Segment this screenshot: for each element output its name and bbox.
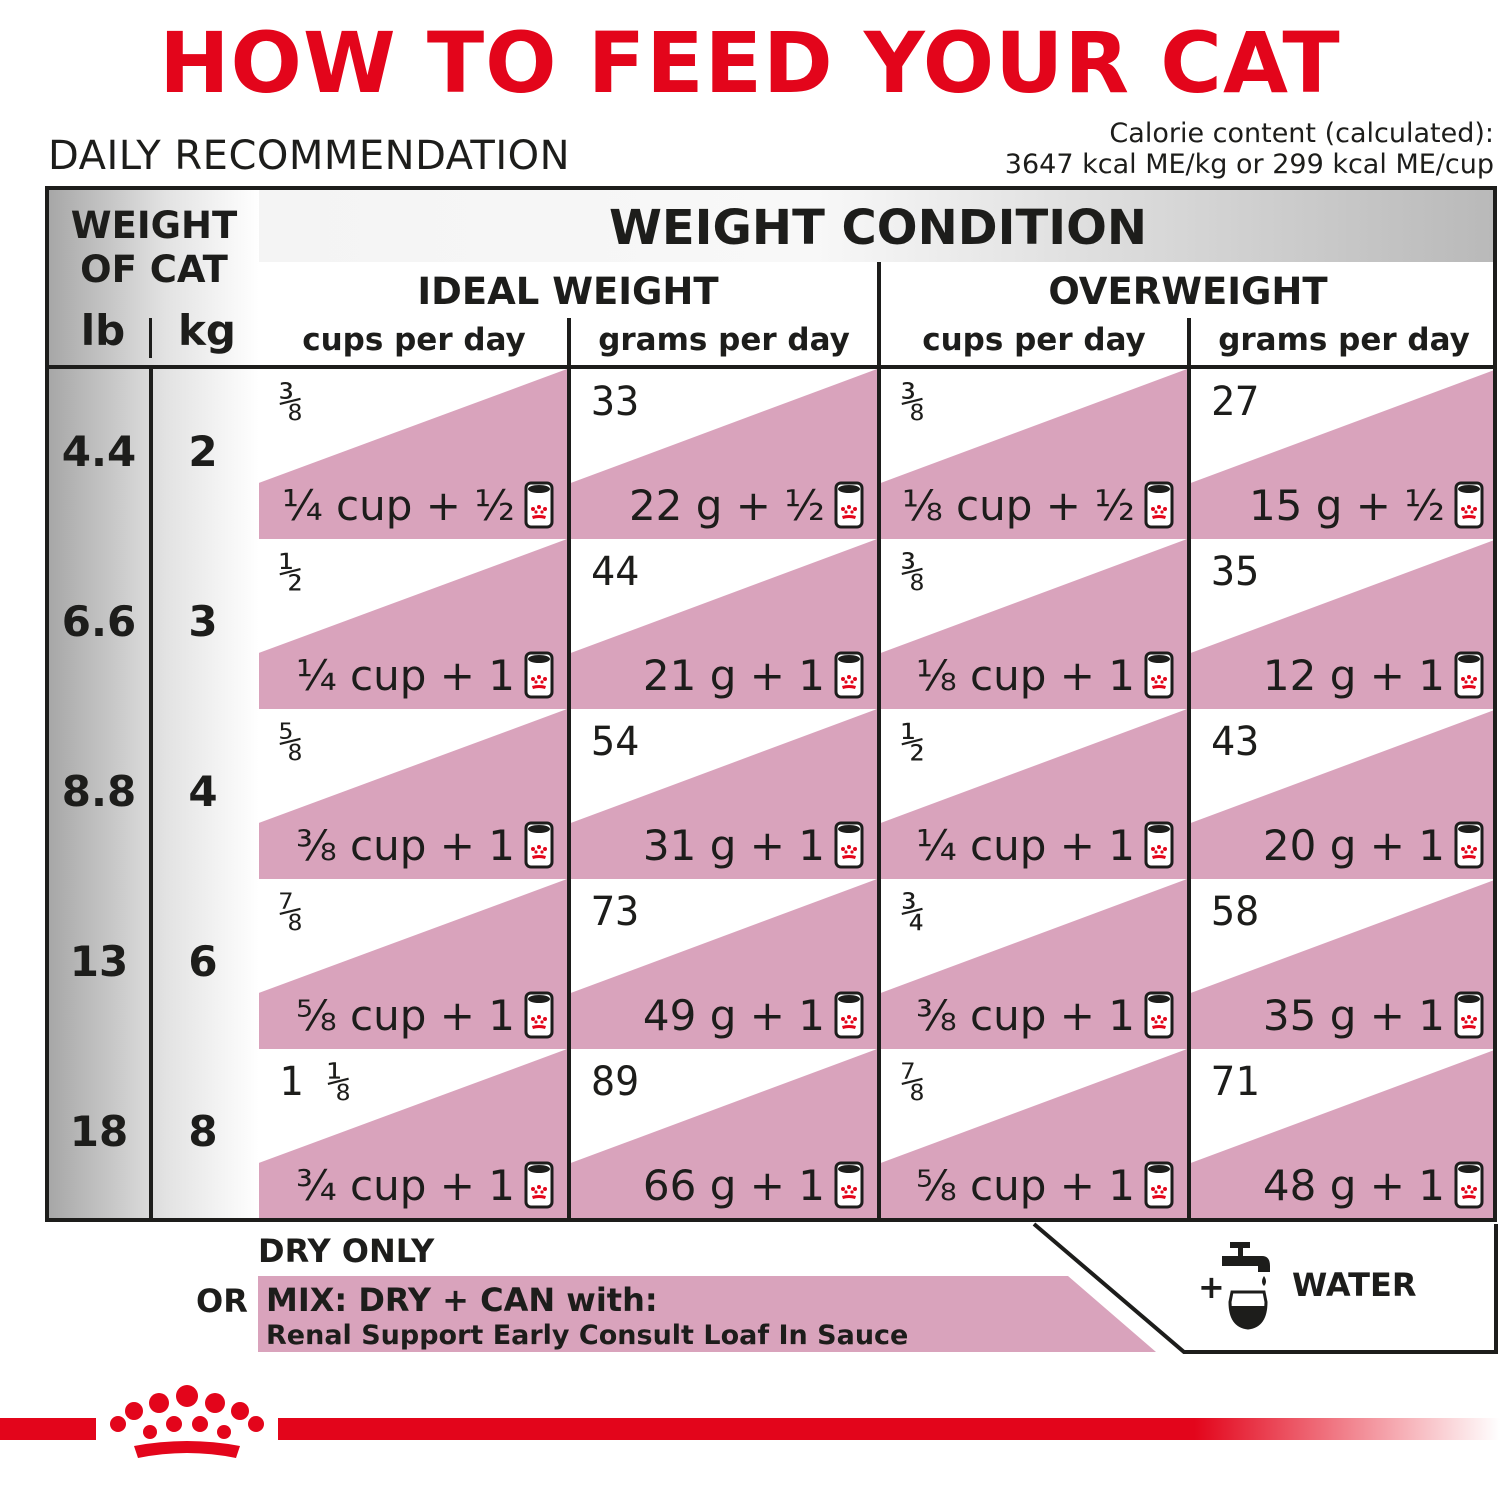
dry-only-amount: ½ [279, 549, 304, 595]
can-icon [1453, 989, 1485, 1041]
mix-amount [296, 1159, 555, 1211]
table-cell-over-cups [881, 369, 1187, 539]
weight-of-cat-header [49, 204, 259, 292]
calorie-line-1: Calorie content (calculated): [1109, 118, 1494, 149]
mix-amount [643, 1159, 865, 1211]
can-icon [523, 1159, 555, 1211]
table-cell-over-grams [1191, 1049, 1497, 1219]
table-cell-ideal-grams [571, 369, 877, 539]
mix-amount [916, 649, 1175, 701]
water-label: WATER [1292, 1266, 1417, 1304]
mix-amount-text: 49 g + 1 [642, 990, 825, 1040]
can-icon [1453, 649, 1485, 701]
can-icon [1143, 479, 1175, 531]
can-icon [1143, 649, 1175, 701]
mix-amount-text: 22 g + ½ [628, 480, 825, 530]
mix-amount [1263, 989, 1485, 1041]
dry-only-amount: 1 ⅛ [279, 1059, 352, 1105]
mix-amount-text: ¼ cup + 1 [295, 650, 515, 700]
mix-amount [1263, 1159, 1485, 1211]
table-cell-over-cups [881, 539, 1187, 709]
product-name: Renal Support Early Consult Loaf In Sauce [266, 1320, 909, 1351]
mix-amount-text: ⅜ cup + 1 [915, 990, 1135, 1040]
can-icon [833, 479, 865, 531]
weight-lb-value: 13 [69, 937, 129, 986]
table-cell-over-cups [881, 709, 1187, 879]
can-icon [523, 479, 555, 531]
dry-only-amount: 89 [591, 1059, 640, 1105]
table-cell-ideal-grams [571, 539, 877, 709]
mix-amount [1263, 649, 1485, 701]
mix-amount [643, 649, 865, 701]
mix-amount [296, 649, 555, 701]
weight-lb-value: 4.4 [61, 427, 137, 476]
mix-amount-text: ⅛ cup + ½ [901, 480, 1135, 530]
weight-condition-header: WEIGHT CONDITION [608, 200, 1148, 256]
dry-only-amount: ⅜ [901, 379, 926, 425]
page-title: HOW TO FEED YOUR CAT [159, 14, 1341, 112]
mix-amount-text: 48 g + 1 [1262, 1160, 1445, 1210]
water-faucet-icon [1218, 1240, 1278, 1334]
calorie-content [1005, 118, 1494, 180]
mix-amount [643, 989, 865, 1041]
dry-only-amount: 43 [1211, 719, 1260, 765]
table-cell-over-grams [1191, 369, 1497, 539]
can-icon [833, 989, 865, 1041]
can-icon [1453, 1159, 1485, 1211]
mix-amount [629, 479, 865, 531]
dry-only-amount: 54 [591, 719, 640, 765]
mix-amount-text: ¼ cup + 1 [915, 820, 1135, 870]
can-icon [1453, 479, 1485, 531]
brand-bar-right [278, 1418, 1500, 1440]
mix-amount-text: ¼ cup + ½ [281, 480, 515, 530]
mix-amount-text: 12 g + 1 [1262, 650, 1445, 700]
can-icon [833, 1159, 865, 1211]
royal-canin-crown-logo [104, 1384, 270, 1470]
weight-kg-value: 2 [188, 427, 218, 476]
weight-kg-value: 8 [188, 1107, 218, 1156]
table-cell-ideal-cups [259, 539, 567, 709]
mix-amount-text: 66 g + 1 [642, 1160, 825, 1210]
over-grams-header: grams per day [1218, 322, 1470, 358]
dry-only-amount: 71 [1211, 1059, 1260, 1105]
table-cell-ideal-cups [259, 1049, 567, 1219]
can-icon [523, 819, 555, 871]
ideal-weight-header: IDEAL WEIGHT [417, 270, 719, 313]
ideal-grams-header: grams per day [598, 322, 850, 358]
can-icon [833, 649, 865, 701]
table-cell-ideal-grams [571, 879, 877, 1049]
brand-bar-left [0, 1418, 96, 1440]
mix-amount [296, 819, 555, 871]
dry-only-amount: ⅞ [279, 889, 304, 935]
mix-amount-text: 35 g + 1 [1262, 990, 1445, 1040]
dry-only-amount: 44 [591, 549, 640, 595]
mix-amount [1249, 479, 1485, 531]
can-icon [1453, 819, 1485, 871]
weight-lb-value: 6.6 [61, 597, 137, 646]
mix-amount [916, 1159, 1175, 1211]
mix-amount-text: ⅝ cup + 1 [295, 990, 515, 1040]
weight-kg-value: 6 [188, 937, 218, 986]
can-icon [523, 649, 555, 701]
table-cell-over-grams [1191, 709, 1497, 879]
mix-amount-text: 15 g + ½ [1248, 480, 1445, 530]
feeding-table [45, 186, 1497, 1222]
weight-kg-value: 3 [188, 597, 218, 646]
can-icon [1143, 989, 1175, 1041]
calorie-line-2: 3647 kcal ME/kg or 299 kcal ME/cup [1004, 149, 1494, 180]
mix-amount-text: ¾ cup + 1 [295, 1160, 515, 1210]
mix-amount [643, 819, 865, 871]
dry-only-amount: 33 [591, 379, 640, 425]
daily-recommendation-label: DAILY RECOMMENDATION [48, 133, 571, 179]
dry-only-label: DRY ONLY [258, 1232, 435, 1270]
or-label: OR [196, 1282, 248, 1320]
dry-only-amount: ¾ [901, 889, 926, 935]
can-icon [833, 819, 865, 871]
mix-amount-text: ⅛ cup + 1 [915, 650, 1135, 700]
table-cell-over-cups [881, 1049, 1187, 1219]
lb-kg-divider-small [149, 318, 152, 358]
dry-only-amount: ⅜ [901, 549, 926, 595]
can-icon [523, 989, 555, 1041]
mix-amount [282, 479, 555, 531]
weight-lb-value: 18 [69, 1107, 129, 1156]
mix-amount [916, 819, 1175, 871]
overweight-header: OVERWEIGHT [1048, 270, 1328, 313]
mix-amount-text: 20 g + 1 [1262, 820, 1445, 870]
weight-of-cat-line-2: OF CAT [80, 248, 228, 291]
table-cell-over-grams [1191, 539, 1497, 709]
table-cell-ideal-cups [259, 369, 567, 539]
can-icon [1143, 1159, 1175, 1211]
dry-only-amount: 58 [1211, 889, 1260, 935]
kg-header: kg [178, 306, 236, 355]
plus-label: + [1198, 1268, 1225, 1306]
weight-of-cat-line-1: WEIGHT [70, 204, 238, 247]
table-cell-ideal-cups [259, 709, 567, 879]
dry-only-amount: ½ [901, 719, 926, 765]
mix-amount [296, 989, 555, 1041]
table-cell-ideal-grams [571, 709, 877, 879]
dry-only-amount: ⅜ [279, 379, 304, 425]
dry-only-amount: ⅞ [901, 1059, 926, 1105]
mix-amount [916, 989, 1175, 1041]
table-cell-ideal-grams [571, 1049, 877, 1219]
mix-amount-text: ⅝ cup + 1 [915, 1160, 1135, 1210]
lb-header: lb [80, 306, 126, 355]
weight-kg-value: 4 [188, 767, 218, 816]
mix-amount-text: 21 g + 1 [642, 650, 825, 700]
table-cell-over-grams [1191, 879, 1497, 1049]
weight-lb-value: 8.8 [61, 767, 137, 816]
dry-only-amount: 27 [1211, 379, 1260, 425]
over-cups-header: cups per day [922, 322, 1146, 358]
mix-amount [1263, 819, 1485, 871]
ideal-cups-header: cups per day [302, 322, 526, 358]
mix-label: MIX: DRY + CAN with: [266, 1281, 658, 1319]
mix-amount [902, 479, 1175, 531]
table-cell-over-cups [881, 879, 1187, 1049]
dry-only-amount: 73 [591, 889, 640, 935]
can-icon [1143, 819, 1175, 871]
dry-only-amount: ⅝ [279, 719, 304, 765]
mix-amount-text: 31 g + 1 [642, 820, 825, 870]
mix-amount-text: ⅜ cup + 1 [295, 820, 515, 870]
dry-only-amount: 35 [1211, 549, 1260, 595]
table-cell-ideal-cups [259, 879, 567, 1049]
